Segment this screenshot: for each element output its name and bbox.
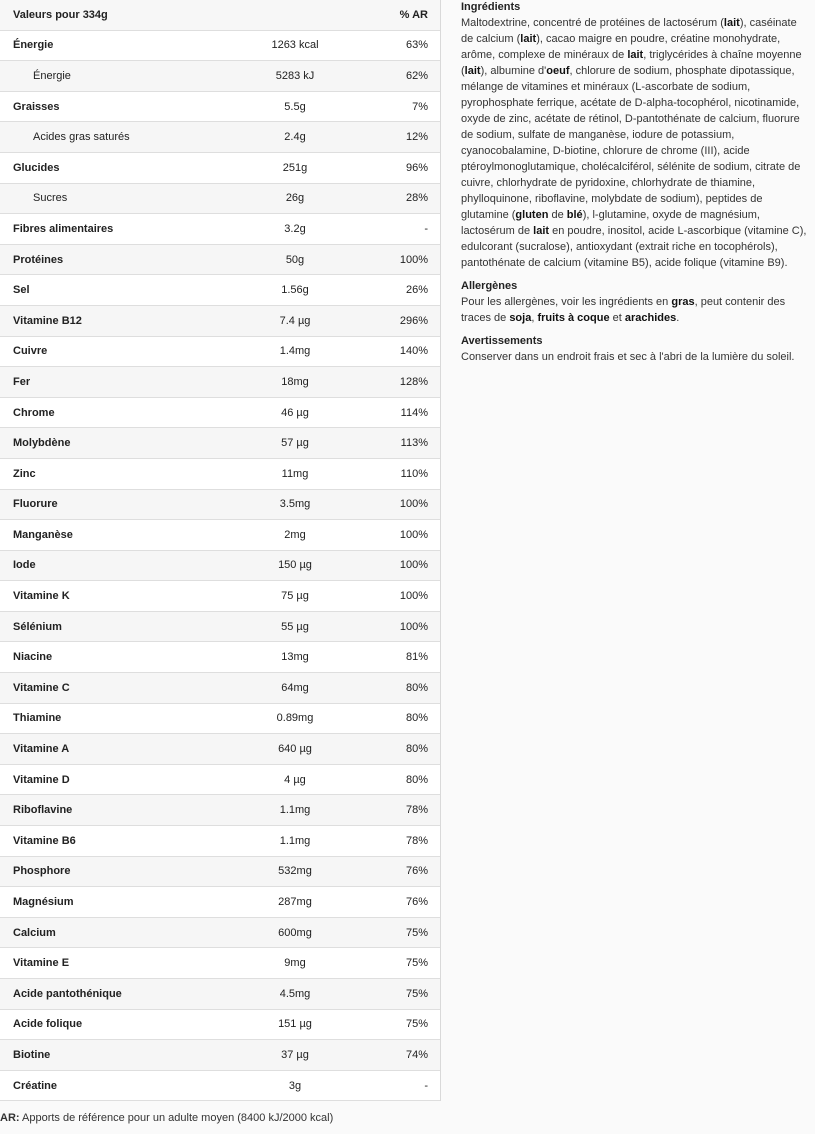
table-row (0, 611, 440, 642)
nutrient-name: Calcium (0, 917, 240, 948)
table-row (0, 642, 440, 673)
text-segment: ), caséinate de calcium ( (461, 17, 797, 45)
nutrient-percent: 7% (350, 91, 440, 122)
table-row (0, 764, 440, 795)
nutrient-name: Biotine (0, 1040, 240, 1071)
warnings-text: Conserver dans un endroit frais et sec à l'abri de la lumière du soleil. (461, 351, 795, 363)
nutrient-name: Vitamine K (0, 581, 240, 612)
table-row (0, 275, 440, 306)
allergen-highlight: gras (671, 296, 695, 308)
nutrient-percent: 63% (350, 30, 440, 61)
nutrient-amount: 150 µg (240, 550, 350, 581)
text-segment: Maltodextrine, concentré de protéines de lactosérum ( (461, 17, 724, 29)
nutrient-name: Énergie (0, 30, 240, 61)
nutrient-percent: 75% (350, 948, 440, 979)
nutrient-amount: 1.56g (240, 275, 350, 306)
nutrient-percent: 128% (350, 367, 440, 398)
nutrient-amount: 1.1mg (240, 826, 350, 857)
nutrient-name: Molybdène (0, 428, 240, 459)
nutrient-amount: 1.4mg (240, 336, 350, 367)
nutrient-percent: 62% (350, 61, 440, 92)
nutrient-name: Cuivre (0, 336, 240, 367)
footnote-abbr: AR: (0, 1112, 20, 1124)
ingredients-title: Ingrédients (461, 1, 521, 13)
nutrient-name: Vitamine E (0, 948, 240, 979)
text-segment: ), l-glutamine, oxyde de magnésium, lactosérum de (461, 209, 760, 237)
nutrient-name: Protéines (0, 244, 240, 275)
reference-footnote (0, 1112, 333, 1124)
nutrient-name: Sélénium (0, 611, 240, 642)
nutrient-percent: 75% (350, 1009, 440, 1040)
nutrient-amount: 3.5mg (240, 489, 350, 520)
nutrient-amount: 2mg (240, 520, 350, 551)
nutrient-amount: 5283 kJ (240, 61, 350, 92)
nutrient-amount: 3.2g (240, 214, 350, 245)
nutrient-amount: 57 µg (240, 428, 350, 459)
nutrient-name: Acide pantothénique (0, 979, 240, 1010)
text-segment: , chlorure de sodium, phosphate dipotassique, mélange de vitamines et minéraux (L-ascorbate de sodium, pyrophosphate ferrique, acétate de D-alpha-tocophérol, nicotinamide, oxyde de zinc, acétate de rétinol, D-pantothénate de calcium, fluorure de sodium, sulfate de manganèse, iodure de potassium, cyanocobalamine, D-biotine, chlorure de chrome (III), acide ptéroylmonoglutamique, cholécalciférol, sélénite de sodium, citrate de cuivre, chlorhydrate de pyridoxine, chlorhydrate de thiamine, phylloquinone, riboflavine, molybdate de sodium), peptides de glutamine ( (461, 65, 801, 221)
nutrient-name: Phosphore (0, 856, 240, 887)
ingredients-text (461, 15, 811, 271)
table-row (0, 244, 440, 275)
nutrient-amount: 46 µg (240, 397, 350, 428)
table-row (0, 61, 440, 92)
table-row (0, 917, 440, 948)
nutrient-percent: 75% (350, 979, 440, 1010)
nutrient-name: Thiamine (0, 703, 240, 734)
nutrient-percent: 78% (350, 826, 440, 857)
nutrient-percent: - (350, 1070, 440, 1101)
table-row (0, 305, 440, 336)
table-row (0, 122, 440, 153)
nutrient-amount: 37 µg (240, 1040, 350, 1071)
nutrient-name: Niacine (0, 642, 240, 673)
nutrient-percent: 75% (350, 917, 440, 948)
table-row (0, 214, 440, 245)
nutrient-amount: 4 µg (240, 764, 350, 795)
nutrient-name: Manganèse (0, 520, 240, 551)
nutrient-amount: 26g (240, 183, 350, 214)
nutrient-amount: 532mg (240, 856, 350, 887)
header-amount (240, 0, 350, 30)
table-row (0, 734, 440, 765)
table-row (0, 152, 440, 183)
nutrient-name: Sel (0, 275, 240, 306)
table-row (0, 1070, 440, 1101)
table-row (0, 887, 440, 918)
nutrient-amount: 3g (240, 1070, 350, 1101)
allergen-highlight: gluten (515, 209, 549, 221)
table-row (0, 673, 440, 704)
allergens-text (461, 294, 811, 326)
nutrient-percent: 76% (350, 856, 440, 887)
nutrient-amount: 18mg (240, 367, 350, 398)
nutrient-amount: 7.4 µg (240, 305, 350, 336)
nutrient-percent: 80% (350, 734, 440, 765)
allergen-highlight: lait (627, 49, 644, 61)
nutrient-percent: 96% (350, 152, 440, 183)
text-segment: , triglycérides à chaîne moyenne ( (461, 49, 802, 77)
footnote-text: Apports de référence pour un adulte moyen (8400 kJ/2000 kcal) (19, 1112, 334, 1124)
table-row (0, 795, 440, 826)
table-row (0, 948, 440, 979)
nutrient-amount: 287mg (240, 887, 350, 918)
table-row (0, 826, 440, 857)
allergen-highlight: arachides (624, 312, 677, 324)
nutrient-amount: 9mg (240, 948, 350, 979)
table-row (0, 1009, 440, 1040)
text-segment: et (609, 312, 625, 324)
allergens-title: Allergènes (461, 280, 518, 292)
allergen-highlight: lait (533, 225, 550, 237)
table-row (0, 91, 440, 122)
nutrient-percent: 100% (350, 244, 440, 275)
nutrient-percent: 80% (350, 703, 440, 734)
table-row (0, 397, 440, 428)
text-segment: Pour les allergènes, voir les ingrédients en (461, 296, 672, 308)
header-label: Valeurs pour 334g (0, 0, 240, 30)
nutrient-percent: 76% (350, 887, 440, 918)
nutrient-percent: 100% (350, 611, 440, 642)
table-header-row (0, 0, 440, 30)
nutrient-name: Créatine (0, 1070, 240, 1101)
nutrient-amount: 2.4g (240, 122, 350, 153)
nutrient-percent: 28% (350, 183, 440, 214)
nutrient-name: Acides gras saturés (0, 122, 240, 153)
nutrient-amount: 5.5g (240, 91, 350, 122)
nutrient-percent: 26% (350, 275, 440, 306)
nutrient-amount: 0.89mg (240, 703, 350, 734)
nutrient-percent: 80% (350, 764, 440, 795)
table-row (0, 979, 440, 1010)
nutrient-name: Vitamine D (0, 764, 240, 795)
nutrient-amount: 4.5mg (240, 979, 350, 1010)
table-row (0, 856, 440, 887)
nutrient-name: Acide folique (0, 1009, 240, 1040)
nutrient-percent: 100% (350, 489, 440, 520)
product-info-panel (461, 0, 811, 373)
nutrient-name: Fibres alimentaires (0, 214, 240, 245)
table-row (0, 367, 440, 398)
nutrient-percent: 110% (350, 458, 440, 489)
text-segment: , peut contenir des traces de (461, 296, 786, 324)
nutrient-amount: 1.1mg (240, 795, 350, 826)
nutrient-percent: 114% (350, 397, 440, 428)
nutrient-percent: 100% (350, 581, 440, 612)
nutrient-percent: 100% (350, 550, 440, 581)
nutrient-amount: 151 µg (240, 1009, 350, 1040)
table-row (0, 183, 440, 214)
allergen-highlight: lait (723, 17, 740, 29)
nutrient-percent: 113% (350, 428, 440, 459)
warnings-title: Avertissements (461, 335, 543, 347)
nutrient-name: Magnésium (0, 887, 240, 918)
text-segment: en poudre, inositol, acide L-ascorbique (vitamine C), edulcorant (sucralose), antioxydant (extrait riche en tocophérols), pantothénate de calcium (vitamine B5), acide folique (vitamine B9). (461, 225, 807, 269)
allergen-highlight: blé (566, 209, 583, 221)
nutrient-percent: 12% (350, 122, 440, 153)
table-row (0, 520, 440, 551)
allergen-highlight: lait (464, 65, 481, 77)
nutrient-amount: 640 µg (240, 734, 350, 765)
table-row (0, 458, 440, 489)
nutrient-percent: 78% (350, 795, 440, 826)
nutrient-name: Riboflavine (0, 795, 240, 826)
nutrient-amount: 11mg (240, 458, 350, 489)
nutrient-amount: 1263 kcal (240, 30, 350, 61)
table-row (0, 336, 440, 367)
nutrient-name: Vitamine A (0, 734, 240, 765)
allergen-highlight: fruits à coque (537, 312, 610, 324)
allergen-highlight: lait (520, 33, 537, 45)
header-percent: % AR (350, 0, 440, 30)
allergen-highlight: soja (509, 312, 532, 324)
nutrient-percent: 74% (350, 1040, 440, 1071)
nutrient-name: Zinc (0, 458, 240, 489)
table-row (0, 581, 440, 612)
text-segment: de (548, 209, 567, 221)
nutrient-amount: 64mg (240, 673, 350, 704)
nutrient-percent: 81% (350, 642, 440, 673)
text-segment: . (676, 312, 680, 324)
nutrient-amount: 600mg (240, 917, 350, 948)
nutrient-name: Fer (0, 367, 240, 398)
nutrient-name: Énergie (0, 61, 240, 92)
nutrient-amount: 50g (240, 244, 350, 275)
table-row (0, 30, 440, 61)
table-body (0, 30, 440, 1101)
nutrient-percent: 296% (350, 305, 440, 336)
nutrient-percent: 80% (350, 673, 440, 704)
nutrient-name: Glucides (0, 152, 240, 183)
nutrient-amount: 55 µg (240, 611, 350, 642)
text-segment: ), cacao maigre en poudre, créatine monohydrate, arôme, complexe de minéraux de (461, 33, 781, 61)
table-row (0, 489, 440, 520)
nutrient-name: Graisses (0, 91, 240, 122)
nutrient-name: Vitamine B6 (0, 826, 240, 857)
nutrient-name: Chrome (0, 397, 240, 428)
nutrient-name: Iode (0, 550, 240, 581)
nutrient-name: Vitamine B12 (0, 305, 240, 336)
text-segment: , (531, 312, 538, 324)
nutrient-percent: 100% (350, 520, 440, 551)
nutrient-amount: 75 µg (240, 581, 350, 612)
table-row (0, 428, 440, 459)
table-row (0, 1040, 440, 1071)
nutrient-amount: 251g (240, 152, 350, 183)
nutrient-amount: 13mg (240, 642, 350, 673)
table-row (0, 550, 440, 581)
nutrient-percent: 140% (350, 336, 440, 367)
allergen-highlight: oeuf (546, 65, 570, 77)
nutrient-name: Vitamine C (0, 673, 240, 704)
nutrient-percent: - (350, 214, 440, 245)
table-row (0, 703, 440, 734)
nutrient-name: Fluorure (0, 489, 240, 520)
nutrient-name: Sucres (0, 183, 240, 214)
text-segment: ), albumine d' (480, 65, 547, 77)
